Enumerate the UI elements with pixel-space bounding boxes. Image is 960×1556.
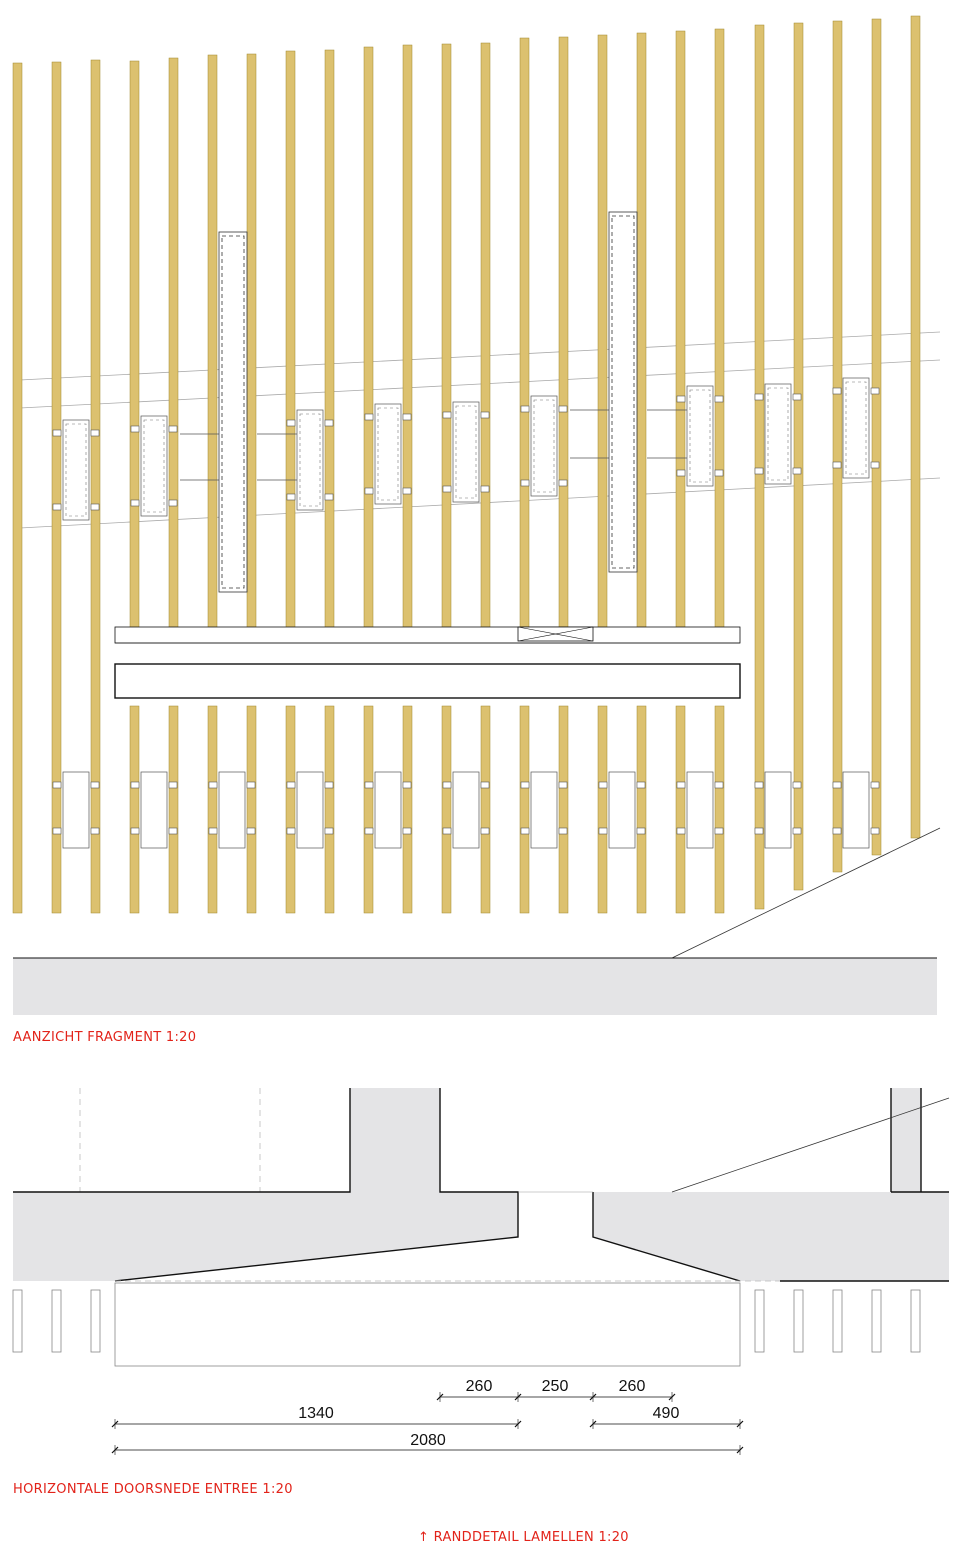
lamella-upper xyxy=(403,45,412,628)
bolt-mark xyxy=(715,470,723,476)
lamella xyxy=(872,19,881,855)
lower-bracket xyxy=(531,772,557,848)
bolt-mark xyxy=(91,504,99,510)
bolt-mark xyxy=(209,782,217,788)
caption-reference-text: RANDDETAIL LAMELLEN 1:20 xyxy=(433,1530,629,1545)
caption-reference xyxy=(418,1530,629,1545)
bolt-mark xyxy=(209,828,217,834)
lamella-lower xyxy=(130,706,139,913)
bolt-mark xyxy=(677,396,685,402)
bolt-mark xyxy=(403,828,411,834)
bolt-mark xyxy=(169,426,177,432)
bolt-mark xyxy=(833,782,841,788)
caption-section: HORIZONTALE DOORSNEDE ENTREE 1:20 xyxy=(13,1482,293,1497)
bolt-mark xyxy=(131,828,139,834)
bolt-mark xyxy=(677,828,685,834)
lamella-lower xyxy=(520,706,529,913)
bolt-mark xyxy=(871,782,879,788)
bolt-mark xyxy=(715,396,723,402)
bolt-mark xyxy=(287,494,295,500)
bolt-mark xyxy=(131,782,139,788)
lamella-upper xyxy=(208,55,217,628)
section-lamella xyxy=(13,1290,22,1352)
lamella-upper xyxy=(481,43,490,628)
entrance-lintel xyxy=(115,627,740,698)
bolt-mark xyxy=(443,486,451,492)
lamella-lower xyxy=(481,706,490,913)
lamella-lower xyxy=(637,706,646,913)
bolt-mark xyxy=(637,828,645,834)
lamella-lower xyxy=(208,706,217,913)
lower-bracket xyxy=(219,772,245,848)
bolt-mark xyxy=(247,828,255,834)
lamella-upper xyxy=(715,29,724,628)
lower-bracket xyxy=(141,772,167,848)
lamella-lower xyxy=(364,706,373,913)
bolt-mark xyxy=(599,782,607,788)
dim-490: 490 xyxy=(652,1405,680,1422)
bolt-mark xyxy=(481,828,489,834)
bolt-mark xyxy=(833,462,841,468)
section-lamellae xyxy=(13,1290,920,1352)
bolt-mark xyxy=(53,504,61,510)
bolt-mark xyxy=(325,782,333,788)
bolt-mark xyxy=(287,828,295,834)
section-lamella xyxy=(833,1290,842,1352)
bolt-mark xyxy=(91,782,99,788)
bracket-plate xyxy=(375,404,401,504)
lamella-upper xyxy=(130,61,139,628)
section-lamella xyxy=(794,1290,803,1352)
entrance-opening xyxy=(115,1283,740,1366)
bolt-mark xyxy=(53,782,61,788)
floor-slab xyxy=(13,958,937,1015)
bolt-mark xyxy=(365,828,373,834)
bolt-mark xyxy=(677,782,685,788)
bolt-mark xyxy=(287,782,295,788)
bolt-mark xyxy=(131,426,139,432)
lamella-upper xyxy=(286,51,295,628)
lamella-lower xyxy=(559,706,568,913)
bolt-mark xyxy=(793,468,801,474)
bolt-mark xyxy=(365,414,373,420)
bolt-mark xyxy=(599,828,607,834)
dim-260-left: 260 xyxy=(465,1378,493,1395)
lamella-upper xyxy=(442,44,451,628)
bolt-mark xyxy=(443,782,451,788)
lamella-lower xyxy=(442,706,451,913)
lower-bracket xyxy=(63,772,89,848)
section-dashed-guides xyxy=(80,1088,260,1192)
bolt-mark xyxy=(169,500,177,506)
bolt-mark xyxy=(833,828,841,834)
section-lamella xyxy=(91,1290,100,1352)
bolt-mark xyxy=(481,486,489,492)
bolt-mark xyxy=(403,414,411,420)
lamella-upper xyxy=(169,58,178,628)
lamella-upper xyxy=(325,50,334,628)
lamella xyxy=(794,23,803,890)
lamella xyxy=(911,16,920,838)
dim-250: 250 xyxy=(541,1378,569,1395)
bolt-mark xyxy=(403,782,411,788)
bolt-mark xyxy=(637,782,645,788)
bolt-mark xyxy=(871,828,879,834)
bracket-plate xyxy=(843,378,869,478)
bolt-mark xyxy=(325,420,333,426)
lamella-lower xyxy=(247,706,256,913)
lamella-upper xyxy=(520,38,529,628)
bolt-mark xyxy=(169,828,177,834)
lamella-upper xyxy=(247,54,256,628)
bolt-mark xyxy=(559,480,567,486)
bolt-mark xyxy=(481,782,489,788)
bolt-mark xyxy=(677,470,685,476)
lower-bracket xyxy=(375,772,401,848)
bolt-mark xyxy=(443,412,451,418)
bolt-mark xyxy=(53,430,61,436)
dim-1340: 1340 xyxy=(298,1405,334,1422)
bolt-mark xyxy=(793,394,801,400)
lamella-upper xyxy=(559,37,568,628)
bolt-mark xyxy=(53,828,61,834)
caption-view: AANZICHT FRAGMENT 1:20 xyxy=(13,1030,197,1045)
bracket-plate xyxy=(63,420,89,520)
section-view xyxy=(13,1088,949,1455)
bolt-mark xyxy=(169,782,177,788)
bolt-mark xyxy=(521,828,529,834)
lamella-lower xyxy=(403,706,412,913)
section-lamella xyxy=(911,1290,920,1352)
bolt-mark xyxy=(559,406,567,412)
bolt-mark xyxy=(755,468,763,474)
bolt-mark xyxy=(871,388,879,394)
lower-bracket xyxy=(297,772,323,848)
bolt-mark xyxy=(365,488,373,494)
bolt-mark xyxy=(131,500,139,506)
lamella xyxy=(13,63,22,913)
lamella-lower xyxy=(715,706,724,913)
lamella-lower xyxy=(169,706,178,913)
bolt-mark xyxy=(325,494,333,500)
section-concrete xyxy=(13,1088,949,1281)
bolt-mark xyxy=(715,782,723,788)
bolt-mark xyxy=(521,480,529,486)
bolt-mark xyxy=(559,782,567,788)
lamella xyxy=(833,21,842,872)
lower-bracket xyxy=(843,772,869,848)
lamella-lower xyxy=(676,706,685,913)
lamella-lower xyxy=(598,706,607,913)
section-lamella xyxy=(755,1290,764,1352)
bolt-mark xyxy=(287,420,295,426)
bolt-mark xyxy=(715,828,723,834)
bolt-mark xyxy=(325,828,333,834)
bolt-mark xyxy=(91,828,99,834)
bolt-mark xyxy=(481,412,489,418)
lamella-lower xyxy=(286,706,295,913)
bolt-mark xyxy=(833,388,841,394)
bracket-plate xyxy=(297,410,323,510)
up-arrow-icon: ↑ xyxy=(418,1530,430,1545)
lamella-upper xyxy=(598,35,607,628)
dim-260-right: 260 xyxy=(618,1378,646,1395)
dim-2080: 2080 xyxy=(410,1432,446,1449)
bolt-mark xyxy=(91,430,99,436)
lower-bracket xyxy=(687,772,713,848)
section-lamella xyxy=(872,1290,881,1352)
bolt-mark xyxy=(793,828,801,834)
section-lamella xyxy=(52,1290,61,1352)
bolt-mark xyxy=(559,828,567,834)
bolt-mark xyxy=(403,488,411,494)
lamella-upper xyxy=(637,33,646,628)
bolt-mark xyxy=(755,828,763,834)
bolt-mark xyxy=(755,782,763,788)
lamella-upper xyxy=(676,31,685,628)
bolt-mark xyxy=(755,394,763,400)
bracket-plate xyxy=(453,402,479,502)
bracket-plate xyxy=(687,386,713,486)
bolt-mark xyxy=(365,782,373,788)
bracket-plate xyxy=(765,384,791,484)
lamella-upper xyxy=(364,47,373,628)
lamella xyxy=(755,25,764,909)
vertical-struts xyxy=(219,212,637,592)
lower-bracket xyxy=(765,772,791,848)
elevation-view xyxy=(13,16,940,1015)
bracket-plate xyxy=(141,416,167,516)
bolt-mark xyxy=(871,462,879,468)
bolt-mark xyxy=(443,828,451,834)
bolt-mark xyxy=(521,406,529,412)
bolt-mark xyxy=(247,782,255,788)
lower-bracket xyxy=(609,772,635,848)
bracket-plate xyxy=(531,396,557,496)
bolt-mark xyxy=(521,782,529,788)
lower-bracket xyxy=(453,772,479,848)
bolt-mark xyxy=(793,782,801,788)
lamella-lower xyxy=(325,706,334,913)
